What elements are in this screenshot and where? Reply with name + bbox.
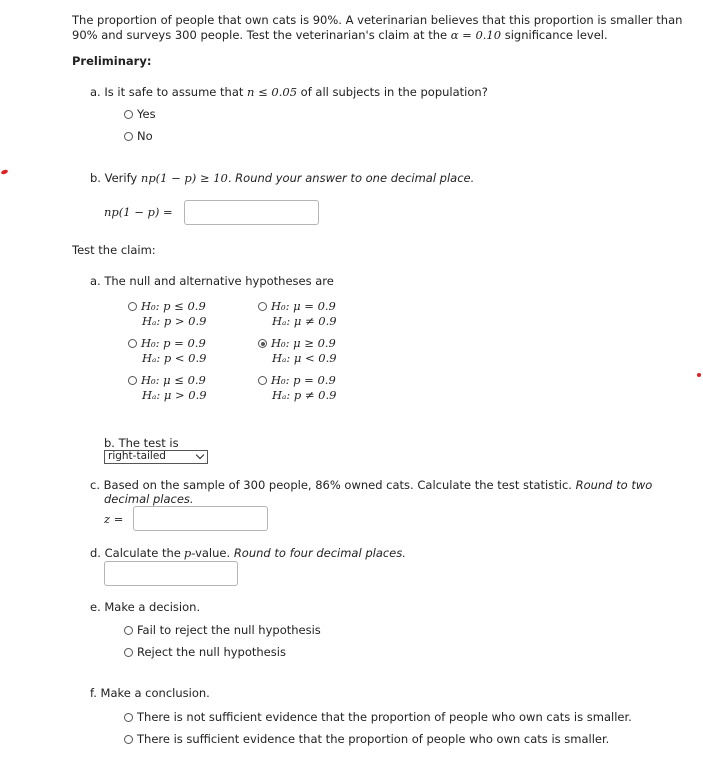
decision-option-fail-to-reject[interactable] bbox=[124, 623, 321, 637]
alt-hypothesis: Hₐ: μ ≠ 0.9 bbox=[272, 314, 337, 328]
np-answer-input[interactable] bbox=[184, 200, 319, 225]
test-f-question: f. Make a conclusion. bbox=[90, 686, 210, 700]
radio-icon[interactable] bbox=[124, 648, 133, 657]
problem-intro-text: The proportion of people that own cats is 90%. A veterinarian believes that this proportion is smaller than bbox=[72, 13, 683, 27]
radio-icon[interactable] bbox=[128, 376, 137, 385]
chevron-down-icon bbox=[196, 451, 204, 459]
conclusion-option-sufficient[interactable] bbox=[124, 732, 609, 746]
prelim-a-text-post: of all subjects in the population? bbox=[300, 85, 488, 99]
hypothesis-option-5[interactable] bbox=[128, 373, 207, 403]
problem-intro-text-3: significance level. bbox=[504, 28, 608, 42]
test-d-text: d. Calculate the bbox=[90, 546, 181, 560]
option-label: Fail to reject the null hypothesis bbox=[137, 623, 321, 637]
z-answer-input[interactable] bbox=[133, 506, 268, 531]
p-value-input[interactable] bbox=[104, 561, 238, 586]
z-label: z = bbox=[104, 512, 124, 526]
prelim-b-text: b. Verify bbox=[90, 171, 138, 185]
problem-intro-text-2: 90% and surveys 300 people. Test the veterinarian's claim at the bbox=[72, 28, 448, 42]
hypothesis-option-4[interactable] bbox=[258, 336, 337, 366]
alt-hypothesis: Hₐ: μ < 0.9 bbox=[272, 351, 337, 365]
prelim-a-option-yes[interactable] bbox=[124, 107, 156, 121]
red-mark-right bbox=[697, 373, 701, 377]
radio-selected-icon[interactable] bbox=[258, 339, 267, 348]
test-c-question-line2 bbox=[104, 492, 194, 506]
alt-hypothesis: Hₐ: μ > 0.9 bbox=[142, 388, 207, 402]
prelim-a-question bbox=[90, 85, 488, 99]
test-d-text-post: -value. bbox=[191, 546, 231, 560]
test-e-question: e. Make a decision. bbox=[90, 600, 201, 614]
prelim-a-math: n ≤ 0.05 bbox=[247, 85, 298, 99]
alt-hypothesis: Hₐ: p > 0.9 bbox=[142, 314, 207, 328]
decision-option-reject[interactable] bbox=[124, 645, 286, 659]
option-label: There is not sufficient evidence that the proportion of people who own cats is smaller. bbox=[137, 710, 632, 724]
hypothesis-option-1[interactable] bbox=[128, 299, 206, 329]
hypothesis-option-6[interactable] bbox=[258, 373, 336, 403]
null-hypothesis: H₀: μ ≤ 0.9 bbox=[141, 373, 206, 387]
test-c-instruction-2: decimal places. bbox=[104, 492, 194, 506]
prelim-b-question bbox=[90, 171, 474, 185]
prelim-b-label: np(1 − p) = bbox=[104, 205, 173, 219]
test-c-instruction: Round to two bbox=[575, 478, 653, 492]
prelim-a-text: a. Is it safe to assume that bbox=[90, 85, 244, 99]
tail-type-select[interactable] bbox=[104, 450, 208, 464]
tail-type-value: right-tailed bbox=[108, 450, 166, 462]
hypothesis-option-2[interactable] bbox=[258, 299, 337, 329]
option-label: Reject the null hypothesis bbox=[137, 645, 286, 659]
radio-icon[interactable] bbox=[258, 302, 267, 311]
radio-icon[interactable] bbox=[124, 735, 133, 744]
alt-hypothesis: Hₐ: p ≠ 0.9 bbox=[272, 388, 337, 402]
hypothesis-option-3[interactable] bbox=[128, 336, 206, 366]
radio-icon[interactable] bbox=[128, 302, 137, 311]
option-label: There is sufficient evidence that the proportion of people who own cats is smaller. bbox=[137, 732, 610, 746]
preliminary-heading-text: Preliminary: bbox=[72, 54, 152, 68]
test-c-question bbox=[90, 478, 652, 492]
alt-hypothesis: Hₐ: p < 0.9 bbox=[142, 351, 207, 365]
problem-statement-line1 bbox=[72, 13, 682, 27]
radio-icon[interactable] bbox=[124, 713, 133, 722]
red-mark-left bbox=[1, 169, 9, 175]
prelim-a-option-no[interactable] bbox=[124, 129, 153, 143]
radio-icon[interactable] bbox=[258, 376, 267, 385]
prelim-b-instruction: Round your answer to one decimal place. bbox=[235, 171, 475, 185]
radio-icon[interactable] bbox=[124, 626, 133, 635]
test-heading: Test the claim: bbox=[72, 243, 156, 257]
test-d-instruction: Round to four decimal places. bbox=[233, 546, 406, 560]
null-hypothesis: H₀: p ≤ 0.9 bbox=[141, 299, 206, 313]
test-a-question: a. The null and alternative hypotheses are bbox=[90, 274, 334, 288]
radio-icon[interactable] bbox=[124, 132, 133, 141]
preliminary-heading bbox=[72, 54, 151, 68]
radio-icon[interactable] bbox=[124, 110, 133, 119]
null-hypothesis: H₀: p = 0.9 bbox=[141, 336, 206, 350]
test-c-text: c. Based on the sample of 300 people, 86% owned cats. Calculate the test statistic. bbox=[90, 478, 572, 492]
prelim-b-math: np(1 − p) ≥ 10. bbox=[140, 171, 232, 185]
problem-statement-line2 bbox=[72, 28, 608, 42]
alpha-expression: α = 0.10 bbox=[450, 28, 502, 42]
null-hypothesis: H₀: μ = 0.9 bbox=[271, 299, 336, 313]
option-label: Yes bbox=[137, 107, 156, 121]
null-hypothesis: H₀: μ ≥ 0.9 bbox=[271, 336, 336, 350]
test-b-label: b. The test is bbox=[104, 436, 179, 450]
option-label: No bbox=[137, 129, 153, 143]
null-hypothesis: H₀: p = 0.9 bbox=[271, 373, 336, 387]
p-symbol: p bbox=[183, 546, 192, 560]
conclusion-option-not-sufficient[interactable] bbox=[124, 710, 632, 724]
radio-icon[interactable] bbox=[128, 339, 137, 348]
test-d-question bbox=[90, 546, 406, 560]
